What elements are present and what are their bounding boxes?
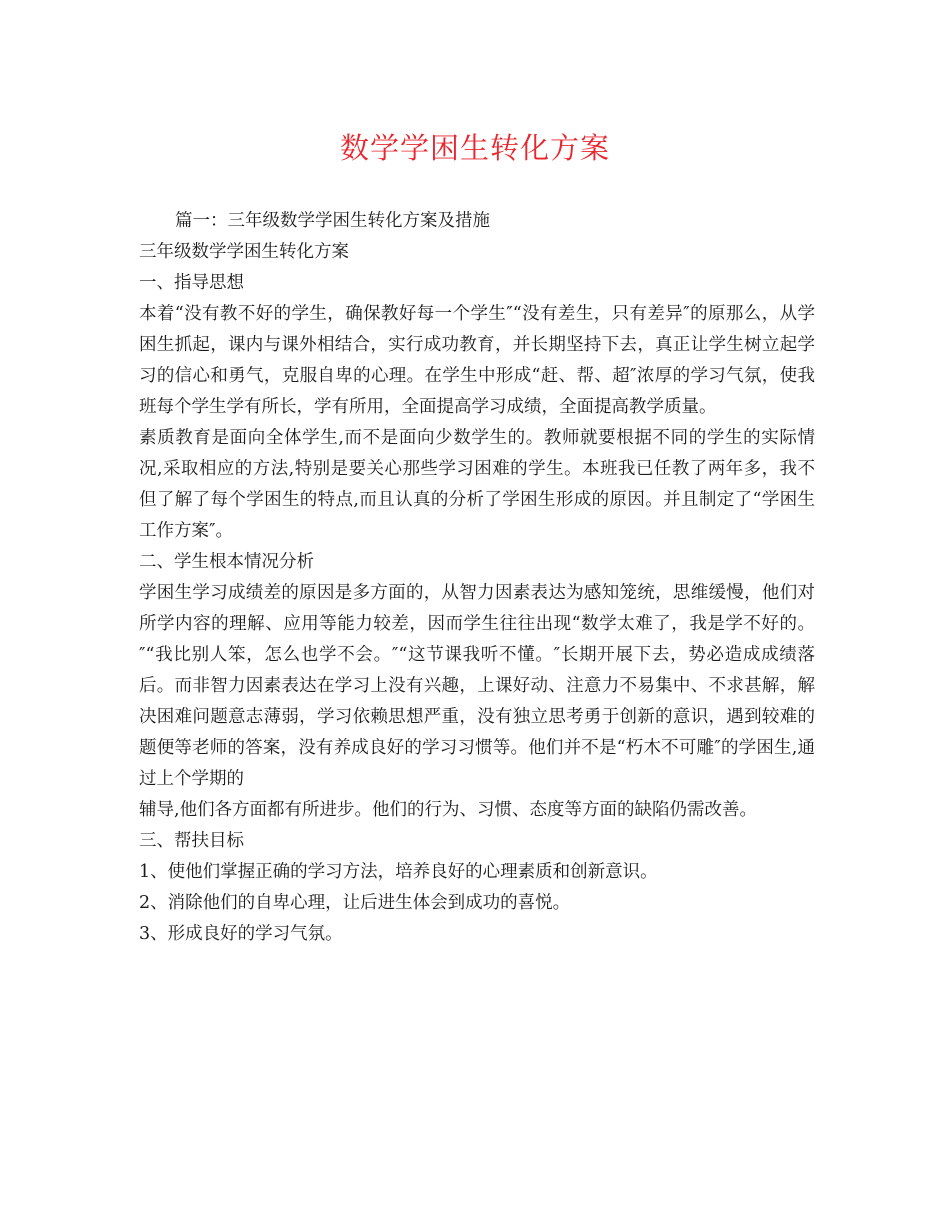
main-heading: 三年级数学学困生转化方案 <box>139 242 349 262</box>
paragraph-student-analysis-2: 辅导,他们各方面都有所进步。他们的行为、习惯、态度等方面的缺陷仍需改善。 <box>139 800 758 820</box>
document-body <box>139 206 815 950</box>
paragraph-student-analysis-1: 学困生学习成绩差的原因是多方面的，从智力因素表达为感知笼统，思维缓慢，他们对所学内容的理解、应用等能力较差，因而学生往往出现“数学太难了，我是学不好的。″“我比别人笨，怎么也学不会。″“这节课我听不懂。″长期开展下去，势必造成成绩落后。而非智力因素表达在学习上没有兴趣，上课好动、注意力不易集中、不求甚解，解决困难问题意志薄弱，学习依赖思想严重，没有独立思考勇于创新的意识，遇到较难的题便等老师的答案，没有养成良好的学习习惯等。他们并不是“朽木不可雕″的学困生,通过上个学期的 <box>139 583 815 789</box>
paragraph-guiding-ideas-1: 本着“没有教不好的学生，确保教好每一个学生″“没有差生，只有差异″的原那么，从学困生抓起，课内与课外相结合，实行成功教育，并长期坚持下去，真正让学生树立起学习的信心和勇气，克服自卑的心理。在学生中形成“赶、帮、超″浓厚的学习气氛，使我班每个学生学有所长，学有所用，全面提高学习成绩，全面提高教学质量。 <box>139 304 815 417</box>
goal-item: 3、形成良好的学习气氛。 <box>139 924 343 944</box>
section-heading-goals: 三、帮扶目标 <box>139 831 244 851</box>
goal-item: 1、使他们掌握正确的学习方法，培养良好的心理素质和创新意识。 <box>139 862 658 882</box>
paragraph-guiding-ideas-2: 素质教育是面向全体学生,而不是面向少数学生的。教师就要根据不同的学生的实际情况,采取相应的方法,特别是要关心那些学习困难的学生。本班我已任教了两年多，我不但了解了每个学困生的特点,而且认真的分析了学困生形成的原因。并且制定了“学困生工作方案″。 <box>139 428 815 541</box>
document-title: 数学学困生转化方案 <box>339 131 610 165</box>
subtitle: 篇一：三年级数学学困生转化方案及措施 <box>175 211 490 231</box>
section-heading-guiding-ideas: 一、指导思想 <box>139 273 244 293</box>
goal-item: 2、消除他们的自卑心理，让后进生体会到成功的喜悦。 <box>139 893 571 913</box>
section-heading-student-analysis: 二、学生根本情况分析 <box>139 552 314 572</box>
